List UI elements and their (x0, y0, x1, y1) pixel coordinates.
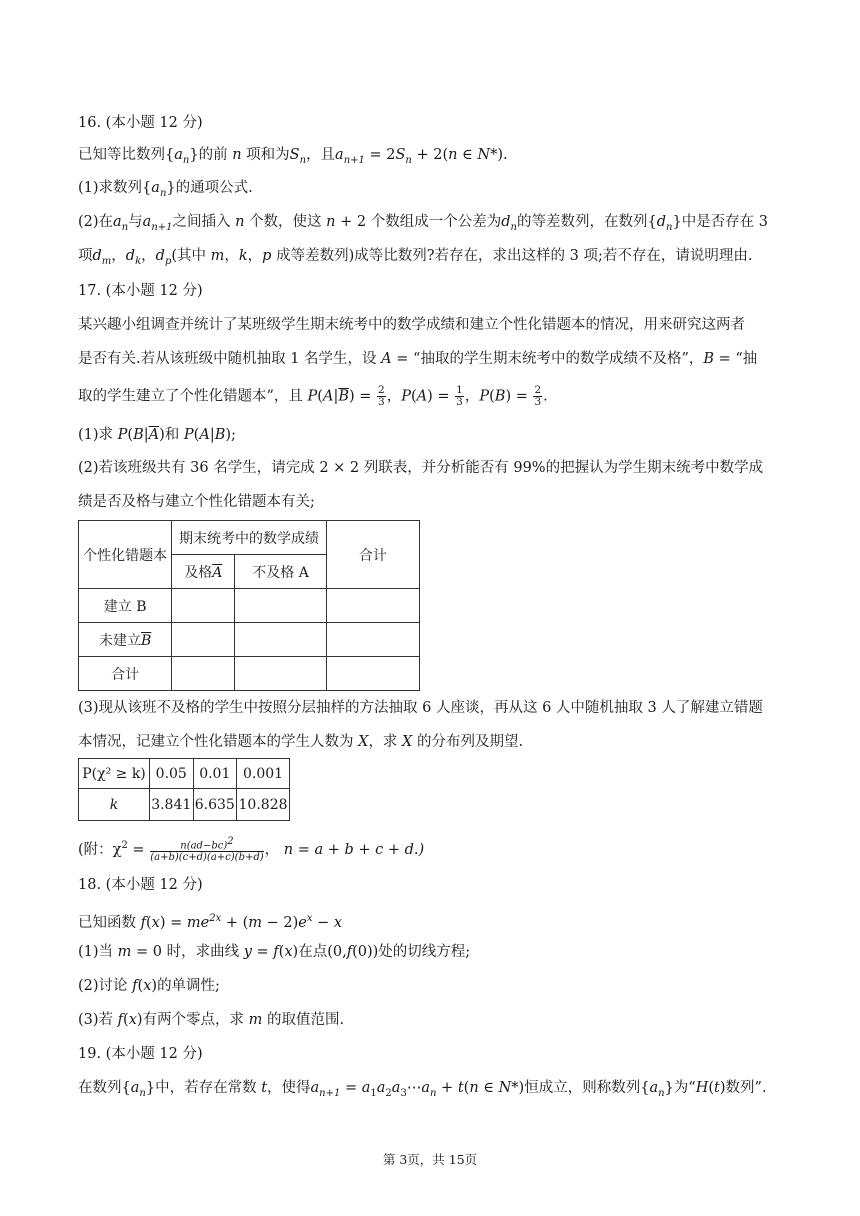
table-cell (235, 657, 326, 691)
table-corner: 个性化错题本 (79, 521, 172, 589)
q18-part1: (1)当 m = 0 时，求曲线 y = f(x)在点(0,f(0))处的切线方程; (78, 944, 471, 960)
q17-stem-line3: 取的学生建立了个性化错题本”，且 $P(A|\overline{B})$ = $\frac{2}{3}$ ，P(A) = $\frac{1}{3}$ ，P(B) = $\frac{2}{3}$ . (78, 384, 548, 408)
table-col-fail: 不及格 A (235, 555, 326, 589)
q16-stem: 已知等比数列$\{a_n\}$的前 n 项和为$S_n$，且$a_{n+1} = 2S_n + 2(n$ ∈ N*). (78, 147, 508, 166)
q19-stem: 在数列$\{a_n\}$中，若存在常数 t，使得$a_{n+1}$ = $a_1a_2a_3\cdots a_n + t(n$ ∈ N*)恒成立，则称数列$\{a_n\}$为“H(t)数列”. (78, 1080, 767, 1099)
contingency-table (78, 520, 420, 691)
q19-header: 19. (本小题 12 分) (78, 1046, 203, 1062)
crit-p: 0.01 (193, 759, 237, 789)
crit-p: 0.05 (150, 759, 194, 789)
table-row-label: 建立 B (79, 589, 172, 623)
table-group-header: 期末统考中的数学成绩 (172, 521, 326, 555)
q17-part1: (1)求 $P(B|\overline{A})$和 P(A|B); (78, 427, 236, 443)
q17-part3-line1: (3)现从该班不及格的学生中按照分层抽样的方法抽取 6 人座谈，再从这 6 人中随机抽取 3 人了解建立错题 (78, 700, 763, 716)
q18-part2: (2)讨论 f(x)的单调性; (78, 978, 220, 994)
page-footer: 第 3页，共 15页 (382, 1152, 478, 1167)
crit-k-label: k (79, 789, 150, 821)
table-cell (326, 623, 419, 657)
table-total-header: 合计 (326, 521, 419, 589)
table-row-label: 未建立$\overline{B}$ (79, 623, 172, 657)
q17-note: (附：$\chi^2$ = $\frac{n(ad-bc)^2}{(a+b)(c+d)(a+c)(b+d)}$ ， n = a + b + c + d.) (78, 836, 425, 864)
q17-part3-line2: 本情况，记建立个性化错题本的学生人数为 X，求 X 的分布列及期望. (78, 734, 524, 750)
q16-part2-line1: (2)在$a_n$与$a_{n+1}$之间插入 n 个数，使这 n + 2 个数组成一个公差为$d_n$的等差数列，在数列$\{d_n\}$中是否存在 3 (78, 214, 769, 233)
table-cell (172, 589, 235, 623)
crit-head: P(χ² ≥ k) (79, 759, 150, 789)
q16-header: 16. (本小题 12 分) (78, 115, 203, 131)
q18-header: 18. (本小题 12 分) (78, 877, 203, 893)
q17-stem-line1: 某兴趣小组调查并统计了某班级学生期末统考中的数学成绩和建立个性化错题本的情况，用来研究这两者 (78, 317, 745, 333)
crit-k: 10.828 (237, 789, 290, 821)
table-cell (172, 657, 235, 691)
q17-part2-line1: (2)若该班级共有 36 名学生，请完成 2 × 2 列联表，并分析能否有 99%的把握认为学生期末统考中数学成 (78, 460, 764, 476)
q17-part2-line2: 绩是否及格与建立个性化错题本有关; (78, 494, 315, 510)
table-row-label: 合计 (79, 657, 172, 691)
q17-stem-line2: 是否有关.若从该班级中随机抽取 1 名学生，设 A = “抽取的学生期末统考中的数学成绩不及格”，B = “抽 (78, 351, 758, 367)
critical-value-table (78, 758, 290, 821)
q17-header: 17. (本小题 12 分) (78, 283, 203, 299)
q16-part2-line2: 项$d_m$，$d_k$，$d_p$(其中 m，k，p 成等差数列)成等比数列?若存在，求出这样的 3 项;若不存在，请说明理由. (78, 248, 753, 267)
q18-stem: 已知函数 $f(x) = me^{2x} + (m - 2)e^x - x$ (78, 913, 343, 931)
crit-k: 3.841 (150, 789, 194, 821)
table-cell (326, 657, 419, 691)
table-cell (235, 623, 326, 657)
q16-part1: (1)求数列$\{a_n\}$的通项公式. (78, 180, 253, 199)
table-cell (326, 589, 419, 623)
table-cell (235, 589, 326, 623)
table-col-pass: 及格$\overline{A}$ (172, 555, 235, 589)
crit-p: 0.001 (237, 759, 290, 789)
crit-k: 6.635 (193, 789, 237, 821)
q18-part3: (3)若 f(x)有两个零点，求 m 的取值范围. (78, 1012, 345, 1028)
table-cell (172, 623, 235, 657)
